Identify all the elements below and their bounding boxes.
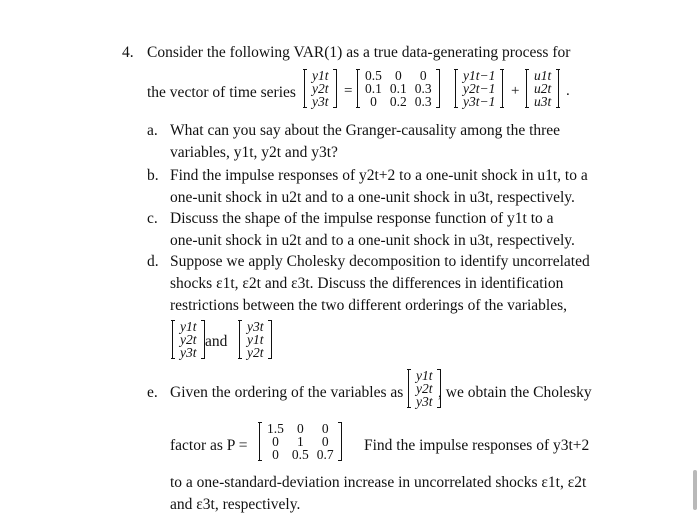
p-cell: 1.5	[267, 421, 284, 436]
p-cell: 0	[321, 421, 329, 436]
cholesky-matrix	[259, 422, 342, 461]
part-d-line1: Suppose we apply Cholesky decomposition to identify uncorrelated	[170, 253, 590, 270]
ordering-one-vector	[172, 320, 205, 359]
part-c-letter: c.	[147, 210, 158, 227]
part-e-line1-post: , we obtain the Cholesky	[438, 384, 592, 401]
shock-u2: u2t	[534, 81, 552, 96]
order1-item: y3t	[180, 345, 197, 360]
part-d-line3: restrictions between the two different orderings of the variables,	[170, 297, 567, 314]
coef-cell: 0	[419, 68, 427, 83]
lhs-y2: y2t	[312, 81, 329, 96]
part-a-line2: variables, y1t, y2t and y3t?	[170, 144, 338, 161]
coef-cell: 0	[394, 68, 402, 83]
p-cell: 0.5	[291, 447, 309, 462]
p-cell: 1	[296, 434, 304, 449]
lhs-y1: y1t	[312, 68, 329, 83]
order1-item: y2t	[180, 332, 197, 347]
lhs-y3: y3t	[312, 94, 329, 109]
part-e-last2: and ε3t, respectively.	[170, 496, 301, 513]
scrollbar-thumb[interactable]	[693, 470, 697, 510]
order1-item: y1t	[180, 319, 197, 334]
coef-cell: 0	[370, 94, 377, 109]
part-e-line1-pre: Given the ordering of the variables as	[170, 384, 404, 401]
ordering-two-vector	[239, 320, 272, 359]
order-e-item: y2t	[416, 381, 433, 396]
part-c-line2: one-unit shock in u2t and to a one-unit shock in u3t, respectively.	[170, 232, 575, 249]
period: .	[566, 83, 570, 99]
coef-cell: 0.5	[365, 68, 382, 83]
part-b-letter: b.	[147, 167, 159, 184]
p-cell: 0.7	[316, 447, 334, 462]
and-word: and	[205, 333, 228, 350]
question-number: 4.	[122, 44, 134, 61]
part-a-letter: a.	[147, 122, 158, 139]
part-a-line1: What can you say about the Granger-causality among the three	[170, 122, 561, 139]
order-e-item: y3t	[416, 394, 433, 409]
coef-cell: 0.1	[365, 81, 382, 96]
plus-sign: +	[511, 83, 520, 99]
shock-u3: u3t	[534, 94, 552, 109]
part-e-letter: e.	[147, 384, 158, 401]
lag-y3: y3t−1	[463, 94, 496, 109]
coef-cell: 0.3	[414, 81, 432, 96]
lag-y2: y2t−1	[463, 81, 496, 96]
factor-label: factor as P =	[170, 437, 248, 454]
p-cell: 0	[321, 434, 329, 449]
coef-cell: 0.3	[414, 94, 432, 109]
part-d-letter: d.	[147, 253, 159, 270]
question-intro: Consider the following VAR(1) as a true data-generating process for	[147, 44, 571, 61]
part-b-line2: one-unit shock in u2t and to a one-unit shock in u3t, respectively.	[170, 189, 575, 206]
p-cell: 0	[296, 421, 304, 436]
shock-vector	[526, 69, 559, 108]
equals-sign: =	[344, 83, 353, 99]
lag-y1: y1t−1	[463, 68, 496, 83]
find-text: Find the impulse responses of y3t+2	[364, 437, 590, 454]
p-cell: 0	[272, 434, 279, 449]
shock-u1: u1t	[534, 68, 552, 83]
coef-cell: 0.2	[389, 94, 407, 109]
part-d-line2: shocks ε1t, ε2t and ε3t. Discuss the differences in identification	[170, 275, 564, 292]
p-cell: 0	[272, 447, 279, 462]
order2-item: y2t	[247, 345, 264, 360]
part-b-line1: Find the impulse responses of y2t+2 to a one-unit shock in u1t, to a	[170, 167, 588, 184]
vector-label: the vector of time series	[147, 84, 296, 101]
part-c-line1: Discuss the shape of the impulse response function of y1t to a	[170, 210, 554, 227]
coef-cell: 0.1	[389, 81, 407, 96]
lhs-vector	[304, 69, 337, 108]
lagged-vector	[455, 69, 503, 108]
ordering-e-vector	[408, 369, 441, 408]
order2-item: y1t	[247, 332, 264, 347]
order-e-item: y1t	[416, 368, 433, 383]
coef-matrix	[357, 69, 440, 108]
order2-item: y3t	[247, 319, 264, 334]
part-e-last1: to a one-standard-deviation increase in uncorrelated shocks ε1t, ε2t	[170, 474, 587, 491]
